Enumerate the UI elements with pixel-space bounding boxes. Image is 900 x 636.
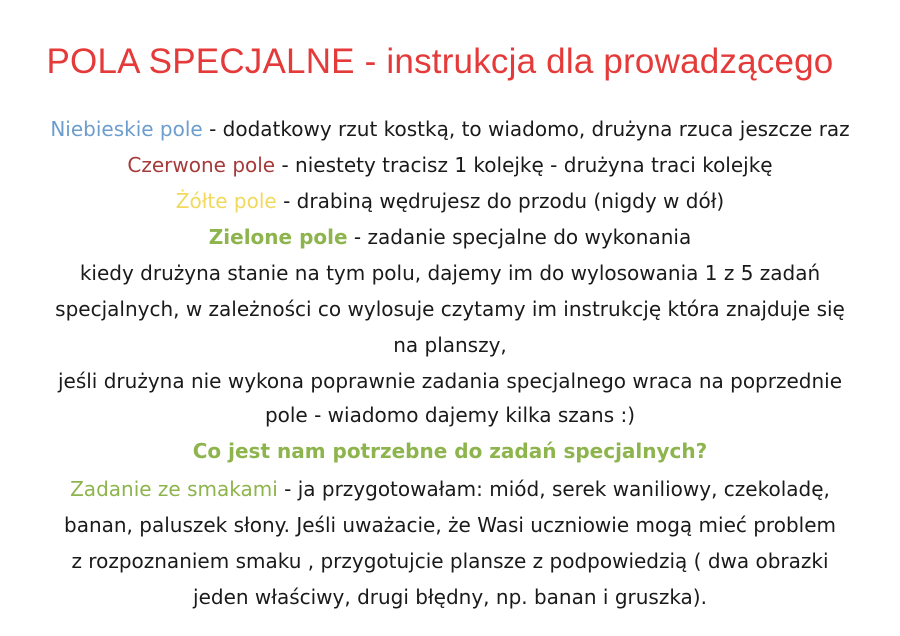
paragraph-line: jeden właściwy, drugi błędny, np. banan i gruszka). <box>193 585 707 609</box>
blue-field-label: Niebieskie pole <box>50 117 203 141</box>
smaki-label: Zadanie ze smakami <box>70 477 278 501</box>
paragraph-line: pole - wiadomo dajemy kilka szans :) <box>264 403 636 427</box>
green-field-label: Zielone pole <box>208 225 348 249</box>
red-field-line <box>20 150 880 180</box>
smaki-line <box>20 474 880 504</box>
paragraph-line: specjalnych, w zależności co wylosuje czytamy im instrukcję która znajduje się <box>55 297 845 321</box>
green-field-line <box>20 222 880 252</box>
smaki-text: - ja przygotowałam: miód, serek waniliowy, czekoladę, <box>277 477 830 501</box>
question-heading: Co jest nam potrzebne do zadań specjalnych? <box>192 439 708 463</box>
green-field-text: - zadanie specjalne do wykonania <box>347 225 692 249</box>
paragraph-line: na planszy, <box>393 333 507 357</box>
paragraph-line: z rozpoznaniem smaku , przygotujcie plansze z podpowiedzią ( dwa obrazki <box>71 549 829 573</box>
paragraph-line: jeśli drużyna nie wykona poprawnie zadania specjalnego wraca na poprzednie <box>57 369 843 393</box>
paragraph-line: kiedy drużyna stanie na tym polu, dajemy im do wylosowania 1 z 5 zadań <box>79 261 821 285</box>
yellow-field-line <box>20 186 880 216</box>
yellow-field-text: - drabiną wędrujesz do przodu (nigdy w dół) <box>276 189 725 213</box>
blue-field-line <box>20 114 880 144</box>
paragraph-line: banan, paluszek słony. Jeśli uważacie, że Wasi uczniowie mogą mieć problem <box>64 513 836 537</box>
blue-field-text: - dodatkowy rzut kostką, to wiadomo, drużyna rzuca jeszcze raz <box>202 117 850 141</box>
red-field-label: Czerwone pole <box>127 153 276 177</box>
yellow-field-label: Żółte pole <box>175 189 277 213</box>
page-title: POLA SPECJALNE - instrukcja dla prowadzącego <box>46 42 834 81</box>
red-field-text: - niestety tracisz 1 kolejkę - drużyna traci kolejkę <box>275 153 773 177</box>
